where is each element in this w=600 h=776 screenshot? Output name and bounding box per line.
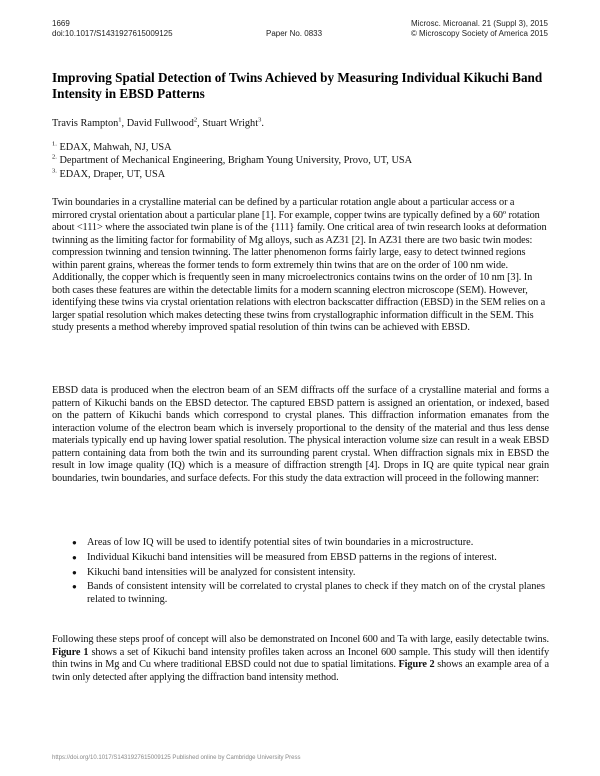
author-list <box>52 118 264 129</box>
page-number: 1669 <box>52 19 70 28</box>
intro-paragraph: Twin boundaries in a crystalline material can be defined by a particular rotation angle about a particular access or a mirrored crystal orientation about a particular plane [1]. For example, copper twins are typically defined by a 60º rotation about <111> where the associated twin plane is of the {111} family. One critical area of twin research looks at deformation twinning as the limiting factor for formability of Mg alloys, such as AZ31 [2]. In AZ31 there are two basic twin modes: compression twinning and tension twinning. The latter phenomenon forms fairly large, easy to detect twinned regions within parent grains, whereas the former tends to form extremely thin twins that are on the order of 100 nm wide. Additionally, the copper which is frequently seen in many microelectronics contains twins on the order of 10 nm [3]. In both cases these features are within the detectable limits for a modern scanning electron microscope (SEM). However, identifying these twins via crystal orientation relations with electron backscatter diffraction (EBSD) in the SEM relies on a larger spatial resolution which makes detecting these twins from crystallographic information difficult in the SEM. This study presents a method whereby improved spatial resolution of thin twins can be achieved with EBSD. <box>52 197 547 333</box>
footer-doi-link[interactable]: https://doi.org/10.1017/S1431927615009125 Published online by Cambridge University Press <box>52 755 301 761</box>
method-step-list <box>52 537 549 609</box>
affiliation-text: EDAX, Mahwah, NJ, USA <box>56 142 172 153</box>
method-step-text: Bands of consistent intensity will be correlated to crystal planes to check if they match on of the crystal planes related to twinning. <box>87 581 545 605</box>
affiliation-list <box>52 141 412 181</box>
paper-number: Paper No. 0833 <box>266 29 323 38</box>
copyright: © Microscopy Society of America 2015 <box>410 29 548 38</box>
method-step-item <box>52 581 549 606</box>
bullet-icon: ● <box>72 582 77 592</box>
method-step-text: Kikuchi band intensities will be analyzed for consistent intensity. <box>87 566 356 578</box>
affiliation-item <box>52 154 412 167</box>
author-name: Travis Rampton <box>52 118 119 129</box>
author-separator: , <box>121 118 127 129</box>
method-step-text: Areas of low IQ will be used to identify potential sites of twin boundaries in a microstructure. <box>87 537 474 548</box>
bullet-icon: ● <box>72 538 77 547</box>
affiliation-number: 2. <box>52 153 57 161</box>
paper-title: Improving Spatial Detection of Twins Achieved by Measuring Individual Kikuchi Band Intensity in EBSD Patterns <box>52 70 543 101</box>
conclusion-text: Following these steps proof of concept will also be demonstrated on Inconel 600 and Ta with large, easily detectable twins. <box>52 634 549 645</box>
author-affil-sup: 1 <box>118 116 122 124</box>
affiliation-item <box>52 141 412 154</box>
author-affil-sup: 3 <box>258 116 262 124</box>
author-separator: . <box>261 118 264 129</box>
figure-1-reference: Figure 1 <box>52 646 89 658</box>
affiliation-item <box>52 168 412 181</box>
method-step-text: Individual Kikuchi band intensities will be measured from EBSD patterns in the regions of interest. <box>87 551 497 563</box>
journal-citation: Microsc. Microanal. 21 (Suppl 3), 2015 <box>411 19 548 28</box>
figure-2-reference: Figure 2 <box>398 659 435 670</box>
author-separator: , <box>197 118 203 129</box>
method-step-item <box>52 537 549 550</box>
ebsd-paragraph: EBSD data is produced when the electron beam of an SEM diffracts off the surface of a crystalline material and forms a pattern of Kikuchi bands on the EBSD detector. The captured EBSD pattern is assigned an orientation, or indexed, based on the pattern of Kikuchi bands which correspond to crystal planes. This diffraction information emanates from the interaction volume of the electron beam which is inversely proportional to the density of the material and thus less dense materials typically end up having lower spatial resolution. The physical interaction volume size can result in a weak EBSD pattern containing data from both the twin and its surrounding parent crystal. When diffraction signals mix in EBSD the result in low image quality (IQ) which is a measure of diffraction strength [4]. Drops in IQ are quite typical near grain boundaries, twin boundaries, and surface defects. For this study the data extraction will proceed in the following manner: <box>52 385 549 484</box>
affiliation-text: Department of Mechanical Engineering, Brigham Young University, Provo, UT, USA <box>56 155 413 167</box>
affiliation-number: 3. <box>52 167 57 175</box>
conclusion-text: shows a set of Kikuchi band intensity profiles taken across an Inconel 600 sample. This study will then identify thin twins in Mg and Cu where traditional EBSD could not due to spatial limitations. <box>52 646 550 670</box>
doi-label[interactable]: doi:10.1017/S1431927615009125 <box>52 29 173 38</box>
conclusion-text: shows an example area of a twin only detected after applying the diffraction band intensity method. <box>52 659 549 683</box>
conclusion-paragraph <box>52 634 549 684</box>
author-name: David Fullwood <box>126 118 194 129</box>
bullet-icon: ● <box>72 552 77 562</box>
affiliation-text: EDAX, Draper, UT, USA <box>56 168 166 180</box>
author-name: Stuart Wright <box>202 118 259 129</box>
affiliation-number: 1. <box>52 140 57 148</box>
method-step-item <box>52 567 549 580</box>
method-step-item <box>52 552 549 565</box>
author-affil-sup: 2 <box>193 116 198 124</box>
bullet-icon: ● <box>72 567 77 577</box>
